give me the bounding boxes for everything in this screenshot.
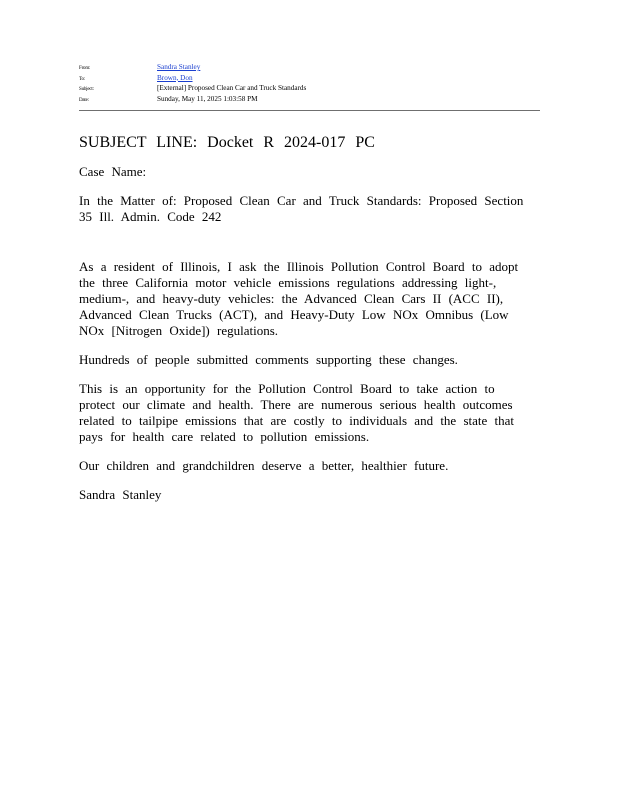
subject-label: Subject: <box>79 87 94 92</box>
from-sender-link[interactable]: Sandra Stanley <box>157 63 201 71</box>
from-label: From: <box>79 66 91 71</box>
email-body <box>79 133 531 516</box>
to-label: To: <box>79 76 85 82</box>
closing-paragraph: Our children and grandchildren deserve a better, healthier future. <box>79 458 449 473</box>
from-row <box>79 62 539 73</box>
subject-row <box>79 83 539 94</box>
matter-paragraph: In the Matter of: Proposed Clean Car and Truck Standards: Proposed Section 35 Ill. Admin. Code 242 <box>79 193 524 224</box>
docket-subject-line: SUBJECT LINE: Docket R 2024-017 PC <box>79 134 375 151</box>
to-row <box>79 73 539 84</box>
case-name: Case Name: <box>79 164 147 179</box>
date-value: Sunday, May 11, 2025 1:03:58 PM <box>157 94 258 103</box>
comments-paragraph: Hundreds of people submitted comments supporting these changes. <box>79 352 458 367</box>
email-header <box>79 62 539 104</box>
to-recipient-link[interactable]: Brown, Don <box>157 73 193 82</box>
signature: Sandra Stanley <box>79 487 162 502</box>
opportunity-paragraph: This is an opportunity for the Pollution Control Board to take action to protect our climate and health. There are numerous serious health outcomes related to tailpipe emissions that are costly to individuals and the state that pays for health care related to pollution emissions. <box>79 381 515 444</box>
date-row <box>79 94 539 105</box>
header-divider <box>79 110 540 111</box>
date-label: Date: <box>79 97 89 103</box>
request-paragraph: As a resident of Illinois, I ask the Illinois Pollution Control Board to adopt the three California motor vehicle emissions regulations addressing light-, medium-, and heavy-duty vehicles: the Advanced Clean Cars II (ACC II), Advanced Clean Trucks (ACT), and Heavy-Duty Low NOx Omnibus (Low NOx [Nitrogen Oxide]) regulations. <box>79 259 519 338</box>
subject-value: [External] Proposed Clean Car and Truck Standards <box>157 84 307 92</box>
